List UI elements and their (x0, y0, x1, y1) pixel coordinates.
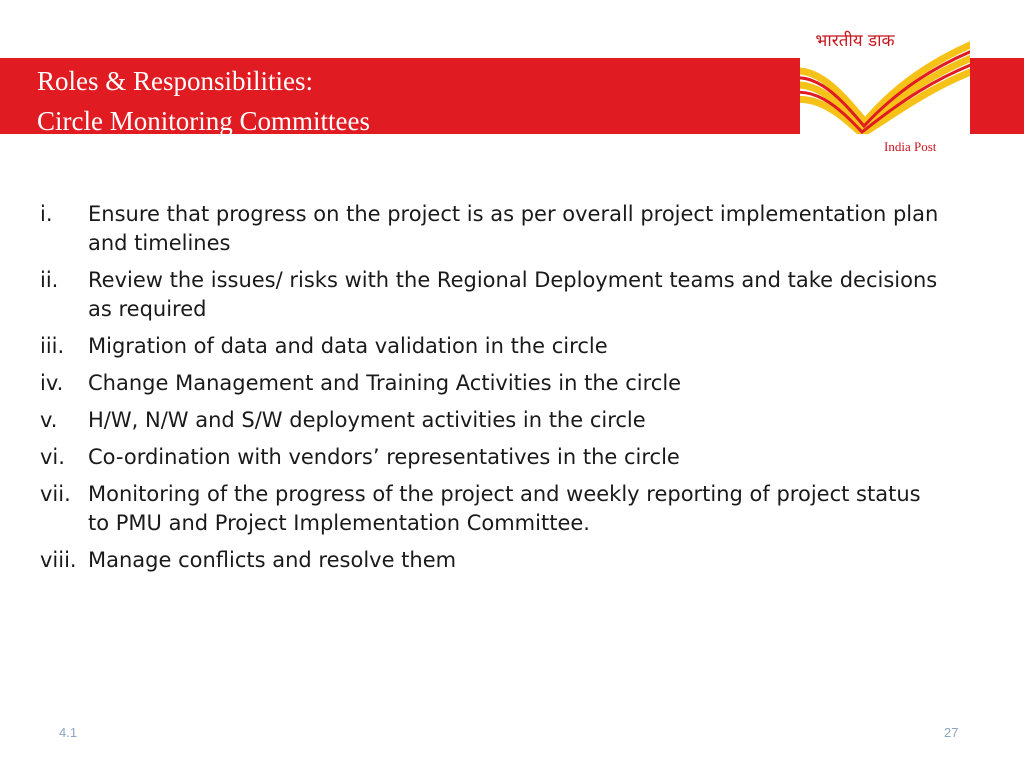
list-item-text: H/W, N/W and S/W deployment activities in the circle (88, 408, 646, 432)
list-item-number: ii. (40, 268, 59, 292)
list-item-text: Review the issues/ risks with the Regional Deployment teams and take decisions as required (88, 268, 938, 321)
list-item (40, 480, 940, 538)
list-item-number: vii. (40, 482, 71, 506)
list-item (40, 332, 940, 361)
list-item-text: Monitoring of the progress of the project and weekly reporting of project status to PMU and Project Implementation Committee. (88, 482, 921, 535)
list-item-number: iv. (40, 371, 64, 395)
list-item-number: vi. (40, 445, 65, 469)
responsibility-list (40, 200, 940, 583)
india-post-hindi-name: भारतीय डाक (815, 31, 895, 51)
list-item-number: iii. (40, 334, 65, 358)
list-item-text: Ensure that progress on the project is as per overall project implementation plan and timelines (88, 202, 939, 255)
footer-page-number: 27 (944, 725, 959, 740)
list-item-text: Migration of data and data validation in the circle (88, 334, 608, 358)
list-item (40, 546, 940, 575)
list-item-number: i. (40, 202, 53, 226)
list-item-text: Change Management and Training Activities in the circle (88, 371, 682, 395)
list-item-number: v. (40, 408, 58, 432)
list-item-text: Manage conflicts and resolve them (88, 548, 457, 572)
list-item (40, 266, 940, 324)
footer-section-number: 4.1 (59, 725, 78, 740)
india-post-name: India Post (884, 139, 937, 154)
list-item (40, 406, 940, 435)
list-item-text: Co-ordination with vendors’ representatives in the circle (88, 445, 680, 469)
slide-title-line-1: Roles & Responsibilities: (37, 66, 314, 96)
list-item (40, 443, 940, 472)
list-item-number: viii. (40, 548, 77, 572)
list-item (40, 369, 940, 398)
list-item (40, 200, 940, 258)
slide-title-line-2: Circle Monitoring Committees (37, 106, 370, 136)
